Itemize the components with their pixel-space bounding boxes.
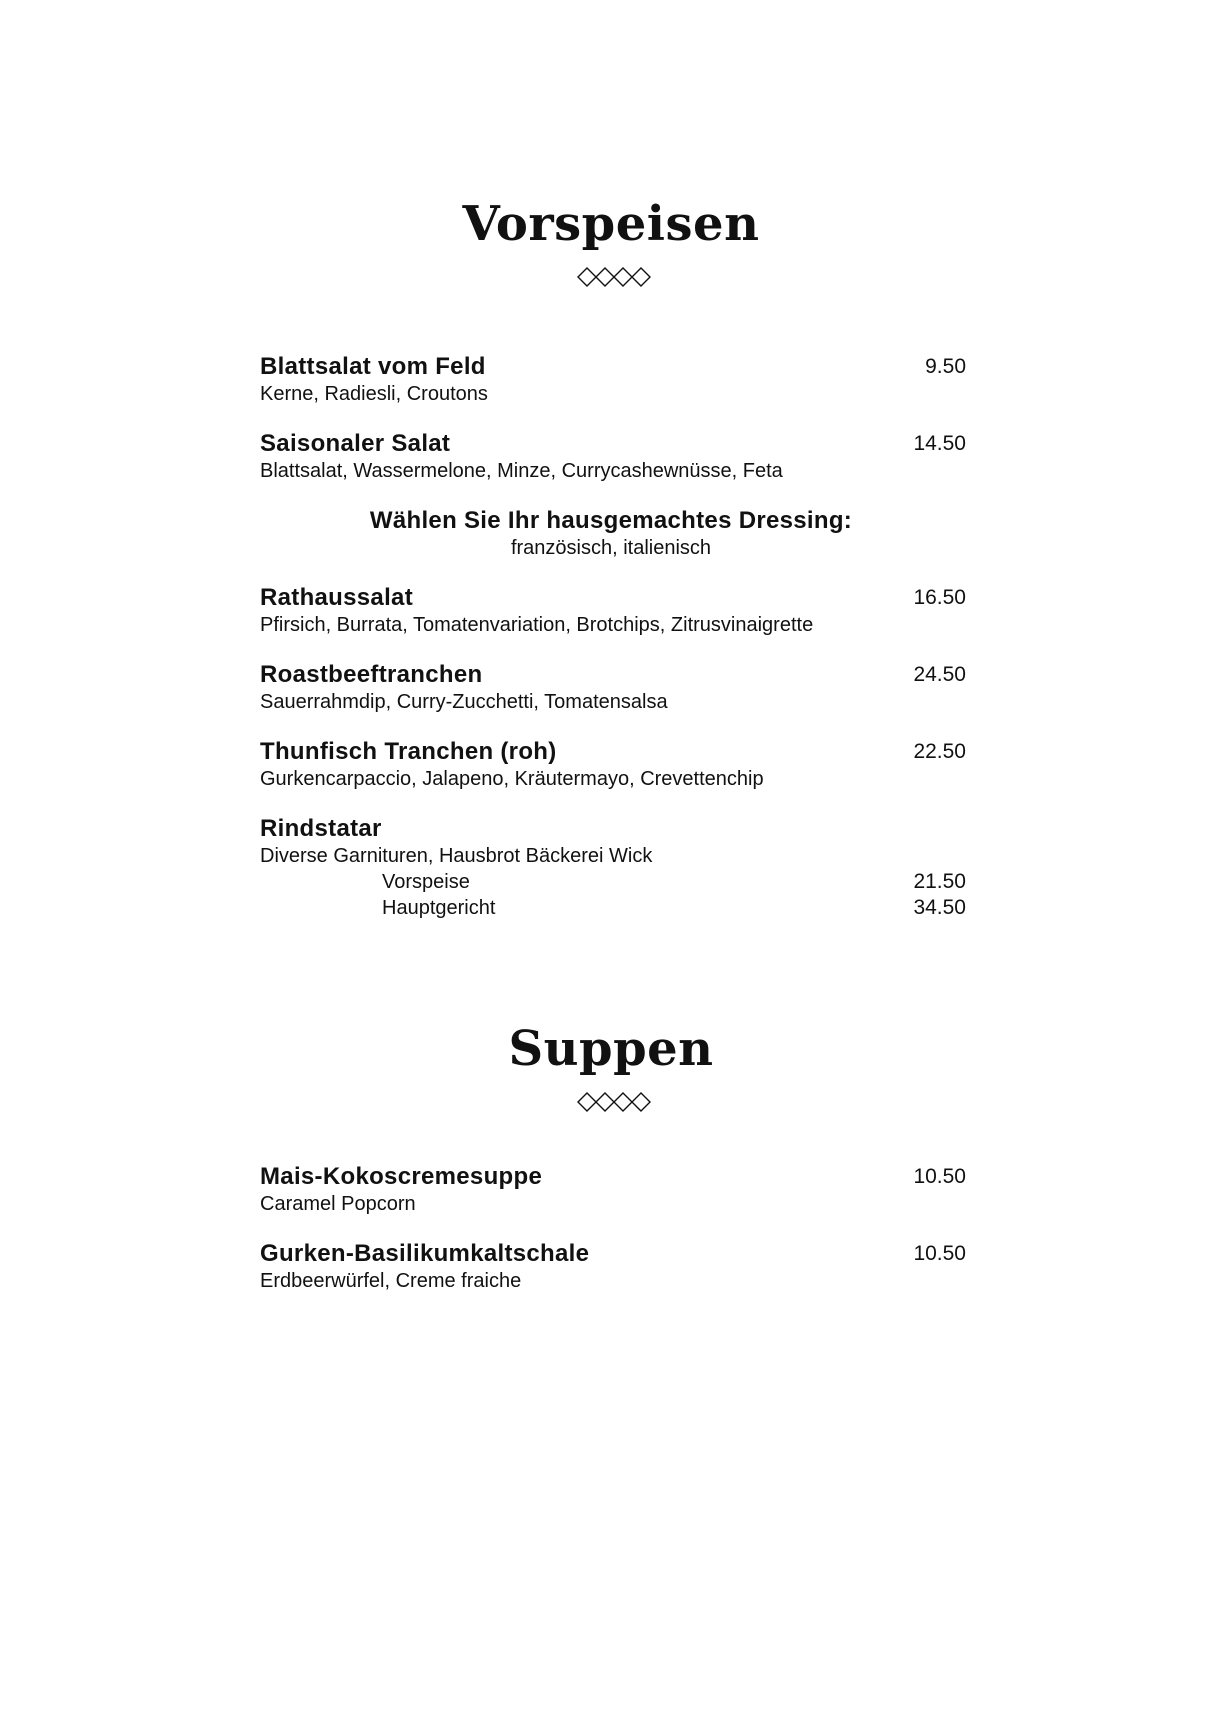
dressing-title: Wählen Sie Ihr hausgemachtes Dressing:	[369, 507, 853, 534]
item-price: 24.50	[913, 663, 966, 686]
item-name: Mais-Kokoscremesuppe	[260, 1163, 543, 1190]
item-name: Saisonaler Salat	[260, 430, 451, 457]
size-option-row	[382, 869, 966, 895]
item-name: Blattsalat vom Feld	[260, 353, 486, 380]
menu-item	[260, 584, 966, 638]
item-description: Sauerrahmdip, Curry-Zucchetti, Tomatensalsa	[260, 691, 668, 713]
item-name: Thunfisch Tranchen (roh)	[260, 738, 557, 765]
item-description: Kerne, Radiesli, Croutons	[260, 383, 488, 405]
menu-item	[260, 1240, 966, 1294]
item-description: Caramel Popcorn	[260, 1193, 416, 1215]
item-name: Roastbeeftranchen	[260, 661, 483, 688]
item-description: Pfirsich, Burrata, Tomatenvariation, Brotchips, Zitrusvinaigrette	[260, 614, 814, 636]
four-diamonds-ornament-icon	[577, 1091, 651, 1113]
section-title-suppen: Suppen	[508, 1021, 714, 1077]
item-description: Blattsalat, Wassermelone, Minze, Currycashewnüsse, Feta	[260, 460, 783, 482]
size-price: 34.50	[913, 896, 966, 919]
item-price: 10.50	[913, 1165, 966, 1188]
menu-item	[260, 1163, 966, 1217]
item-price: 10.50	[913, 1242, 966, 1265]
item-name: Rindstatar	[260, 815, 382, 842]
item-description: Erdbeerwürfel, Creme fraiche	[260, 1270, 522, 1292]
item-name: Rathaussalat	[260, 584, 413, 611]
menu-item	[260, 353, 966, 407]
item-price: 22.50	[913, 740, 966, 763]
menu-item	[260, 661, 966, 715]
item-price: 9.50	[925, 355, 966, 378]
four-diamonds-ornament-icon	[577, 266, 651, 288]
size-price: 21.50	[913, 870, 966, 893]
section-title-vorspeisen: Vorspeisen	[462, 196, 760, 252]
item-name: Gurken-Basilikumkaltschale	[260, 1240, 590, 1267]
item-price: 14.50	[913, 432, 966, 455]
size-option-row	[382, 895, 966, 921]
item-description: Diverse Garnituren, Hausbrot Bäckerei Wick	[260, 845, 653, 867]
dressing-options: französisch, italienisch	[510, 537, 712, 559]
size-label: Vorspeise	[382, 871, 470, 893]
item-description: Gurkencarpaccio, Jalapeno, Kräutermayo, Crevettenchip	[260, 768, 764, 790]
size-label: Hauptgericht	[382, 897, 496, 919]
item-price: 16.50	[913, 586, 966, 609]
menu-item	[260, 738, 966, 792]
menu-item	[260, 815, 966, 869]
menu-item	[260, 430, 966, 484]
